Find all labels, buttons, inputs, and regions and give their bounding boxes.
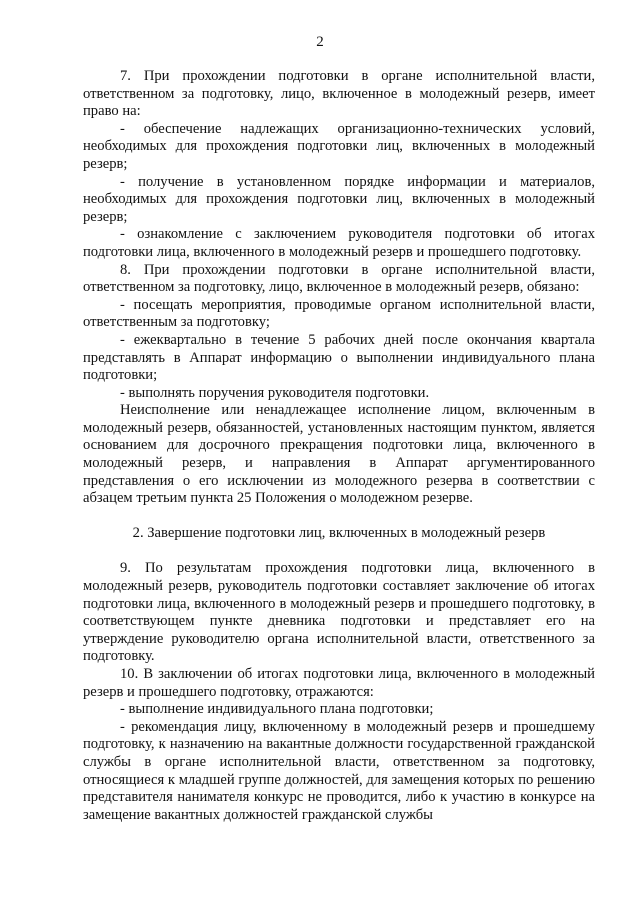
paragraph: 9. По результатам прохождения подготовки лица, включенного в молодежный резерв, руководитель подготовки составляет заключение об итогах подготовки лица, включенного в молодежный резерв и прошедшего подготовку, в соответствующем пункте дневника подготовки и представляет его на утверждение руководителю органа исполнительной власти, ответственного за подготовку.: [83, 560, 595, 665]
paragraph: - ознакомление с заключением руководителя подготовки об итогах подготовки лица, включенного в молодежный резерв и прошедшего подготовку.: [83, 226, 595, 260]
paragraph: - выполнять поручения руководителя подготовки.: [120, 384, 430, 401]
paragraph: - обеспечение надлежащих организационно-технических условий, необходимых для прохождения подготовки лиц, включенных в молодежный резерв;: [83, 120, 595, 172]
paragraph: 10. В заключении об итогах подготовки лица, включенного в молодежный резерв и прошедшего подготовку, отражаются:: [83, 666, 595, 700]
paragraph: Неисполнение или ненадлежащее исполнение лицом, включенным в молодежный резерв, обязанностей, установленных настоящим пунктом, является основанием для досрочного прекращения подготовки лица, включенного в молодежный резерв, и направления в Аппарат аргументированного представления о его исключении из молодежного резерва в соответствии с абзацем третьим пункта 25 Положения о молодежном резерве.: [83, 402, 595, 507]
page-number: 2: [316, 34, 324, 50]
paragraph: - получение в установленном порядке информации и материалов, необходимых для прохождения подготовки лиц, включенных в молодежный резерв;: [83, 173, 595, 225]
paragraph: - посещать мероприятия, проводимые органом исполнительной власти, ответственным за подготовку;: [83, 296, 595, 331]
section-heading: 2. Завершение подготовки лиц, включенных в молодежный резерв: [132, 524, 546, 541]
paragraph: 8. При прохождении подготовки в органе исполнительной власти, ответственном за подготовку, лицо, включенное в молодежный резерв, обязано:: [83, 261, 595, 296]
paragraph: - рекомендация лицу, включенному в молодежный резерв и прошедшему подготовку, к назначению на вакантные должности государственной гражданской службы в органе исполнительной власти, ответственном за подготовку, относящиеся к младшей группе должностей, для замещения которых по решению представителя нанимателя конкурс не проводится, либо к участию в конкурсе на замещение вакантных должностей гражданской службы: [83, 718, 595, 823]
document-body: [83, 68, 595, 824]
paragraph: - ежеквартально в течение 5 рабочих дней после окончания квартала представлять в Аппарат информацию о выполнении индивидуального плана подготовки;: [83, 331, 595, 384]
paragraph: - выполнение индивидуального плана подготовки;: [120, 701, 434, 718]
paragraph: 7. При прохождении подготовки в органе исполнительной власти, ответственном за подготовку, лицо, включенное в молодежный резерв, имеет право на:: [83, 68, 595, 120]
